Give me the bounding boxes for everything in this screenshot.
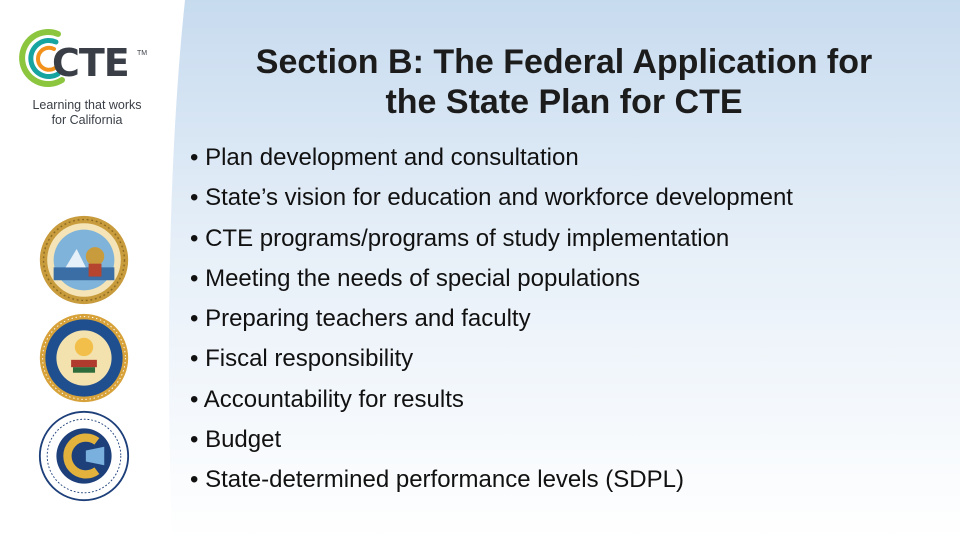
bullet-item: • Meeting the needs of special populations bbox=[190, 264, 641, 292]
bullet-item: • State’s vision for education and workforce development bbox=[190, 184, 793, 212]
tagline-line-2: for California bbox=[51, 113, 123, 127]
logo-tagline bbox=[22, 98, 152, 128]
title-line-2: the State Plan for CTE bbox=[385, 83, 743, 121]
slide-title bbox=[188, 42, 940, 122]
bullet-list bbox=[190, 138, 793, 501]
sidebar-logos bbox=[0, 0, 175, 540]
bullet-item: • Fiscal responsibility bbox=[190, 345, 414, 373]
bullet-item: • Budget bbox=[190, 426, 282, 454]
title-line-1: Section B: The Federal Application for bbox=[255, 43, 873, 81]
cte-wordmark: CTE bbox=[52, 41, 129, 85]
bullet-item: • CTE programs/programs of study implementation bbox=[190, 224, 730, 252]
california-community-colleges-seal-icon bbox=[38, 410, 130, 502]
bullet-item: • Plan development and consultation bbox=[190, 144, 579, 171]
bullet-item: • Accountability for results bbox=[190, 385, 464, 413]
department-of-education-seal-icon bbox=[38, 312, 130, 404]
tagline-line-1: Learning that works bbox=[32, 98, 142, 112]
bullet-item: • State-determined performance levels (SDPL) bbox=[190, 466, 684, 494]
trademark-mark: TM bbox=[137, 50, 148, 57]
bullet-item: • Preparing teachers and faculty bbox=[190, 305, 531, 333]
state-board-of-education-seal-icon bbox=[38, 214, 130, 306]
